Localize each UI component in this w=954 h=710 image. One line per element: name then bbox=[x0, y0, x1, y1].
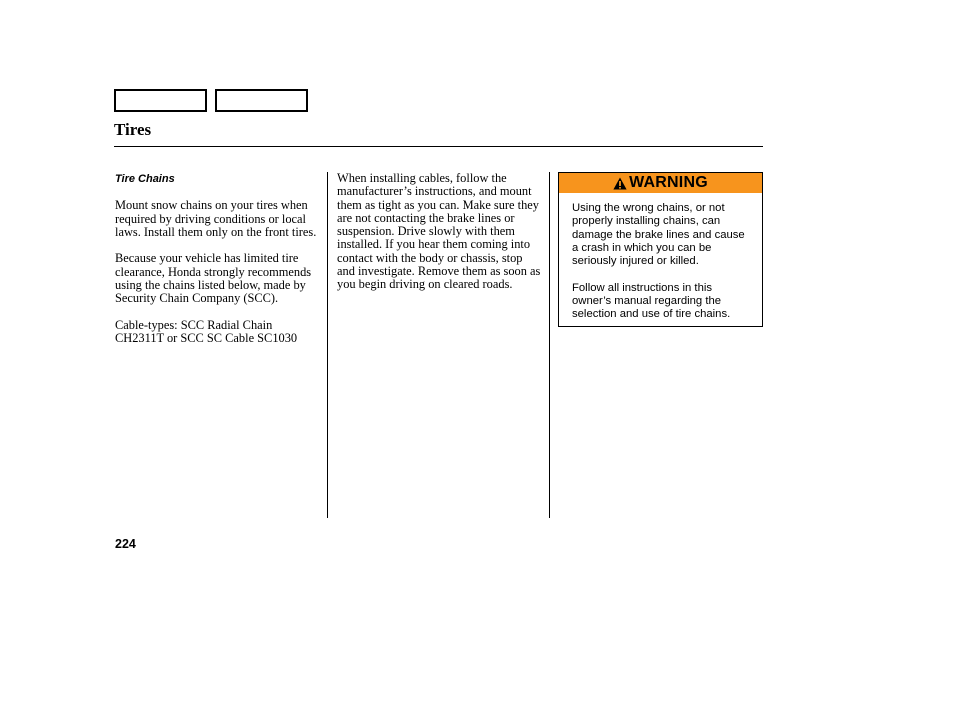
warning-paragraph-wrong-chains: Using the wrong chains, or not properly installing chains, can damage the brake lines and cause a crash in which you can be seriously injured or killed. bbox=[572, 202, 745, 268]
warning-box bbox=[558, 172, 763, 327]
warning-header bbox=[559, 173, 762, 193]
nav-button-main-menu[interactable] bbox=[114, 89, 207, 112]
paragraph-cable-types: Cable-types: SCC Radial Chain CH2311T or SCC SC Cable SC1030 bbox=[115, 317, 298, 346]
paragraph-mount-chains: Mount snow chains on your tires when required by driving conditions or local laws. Install them only on the front tires. bbox=[115, 198, 317, 239]
title-rule bbox=[114, 146, 763, 147]
warning-triangle-icon bbox=[613, 177, 627, 190]
middle-column bbox=[337, 172, 543, 305]
page-number: 224 bbox=[115, 537, 136, 551]
subhead-tire-chains: Tire Chains bbox=[115, 173, 175, 185]
warning-paragraph-follow-instructions: Follow all instructions in this owner’s manual regarding the selection and use of tire chains. bbox=[572, 281, 731, 321]
warning-label: WARNING bbox=[629, 174, 708, 191]
column-divider bbox=[549, 172, 550, 518]
column-divider bbox=[327, 172, 328, 518]
warning-body bbox=[559, 193, 762, 322]
paragraph-clearance: Because your vehicle has limited tire clearance, Honda strongly recommends using the chains listed below, made by Security Chain Company (SCC). bbox=[115, 251, 312, 306]
paragraph-installing-cables: When installing cables, follow the manufacturer’s instructions, and mount them as tight as you can. Make sure they are not contacting the brake lines or suspension. Drive slowly with them installed. If you hear them coming into contact with the body or chassis, stop and investigate. Remove them as soon as you begin driving on cleared roads. bbox=[337, 171, 541, 292]
nav-button-table-of-contents[interactable] bbox=[215, 89, 308, 112]
section-title: Tires bbox=[114, 120, 152, 139]
left-column bbox=[115, 172, 323, 359]
